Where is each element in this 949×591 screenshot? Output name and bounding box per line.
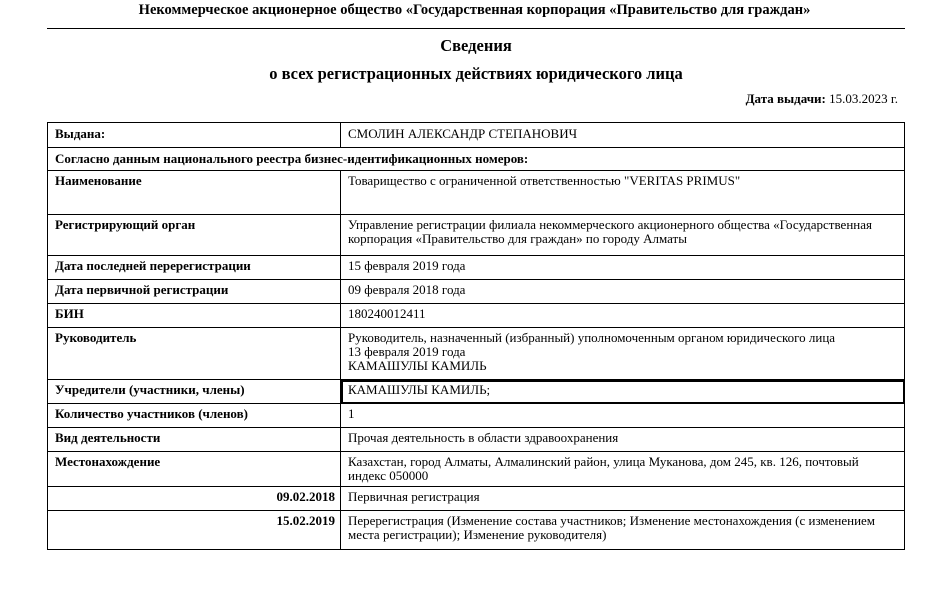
founders-value: КАМАШУЛЫ КАМИЛЬ; <box>341 380 905 404</box>
header-divider <box>47 28 905 29</box>
participants-count-value: 1 <box>341 404 905 428</box>
table-row <box>48 123 905 148</box>
table-row <box>48 215 905 256</box>
registration-info-table <box>47 122 905 550</box>
head-position: Руководитель, назначенный (избранный) уполномоченным органом юридического лица <box>348 330 836 345</box>
head-appointment-date: 13 февраля 2019 года <box>348 344 466 359</box>
table-row <box>48 328 905 380</box>
bin-value: 180240012411 <box>341 304 905 328</box>
document-title: Сведения <box>440 36 512 55</box>
participants-count-label: Количество участников (членов) <box>48 404 341 428</box>
organization-header: Некоммерческое акционерное общество «Государственная корпорация «Правительство для граждан» <box>138 2 811 18</box>
bin-label: БИН <box>48 304 341 328</box>
table-row <box>48 404 905 428</box>
head-label: Руководитель <box>48 328 341 380</box>
last-reregistration-value: 15 февраля 2019 года <box>341 256 905 280</box>
table-row <box>48 171 905 215</box>
table-row <box>48 280 905 304</box>
founders-label: Учредители (участники, члены) <box>48 380 341 404</box>
document-subtitle: о всех регистрационных действиях юридического лица <box>269 64 683 83</box>
last-reregistration-label: Дата последней перерегистрации <box>48 256 341 280</box>
name-value: Товарищество с ограниченной ответственностью "VERITAS PRIMUS" <box>341 171 905 215</box>
table-row <box>48 148 905 171</box>
table-row <box>48 380 905 404</box>
activity-label: Вид деятельности <box>48 428 341 452</box>
issued-to-label: Выдана: <box>48 123 341 148</box>
event-description: Первичная регистрация <box>341 487 905 511</box>
registering-body-value: Управление регистрации филиала некоммерческого акционерного общества «Государственная корпорация «Правительство для граждан» по городу Алматы <box>341 215 905 256</box>
name-label: Наименование <box>48 171 341 215</box>
table-row <box>48 428 905 452</box>
initial-registration-label: Дата первичной регистрации <box>48 280 341 304</box>
section-heading: Согласно данным национального реестра бизнес-идентификационных номеров: <box>48 148 905 171</box>
table-row <box>48 511 905 550</box>
initial-registration-value: 09 февраля 2018 года <box>341 280 905 304</box>
event-date: 15.02.2019 <box>48 511 341 550</box>
table-row <box>48 304 905 328</box>
table-row <box>48 487 905 511</box>
event-date: 09.02.2018 <box>48 487 341 511</box>
registering-body-label: Регистрирующий орган <box>48 215 341 256</box>
issue-date-value: 15.03.2023 г. <box>829 91 898 106</box>
issued-to-value: СМОЛИН АЛЕКСАНДР СТЕПАНОВИЧ <box>341 123 905 148</box>
issue-date-label: Дата выдачи: <box>745 91 826 106</box>
activity-value: Прочая деятельность в области здравоохранения <box>341 428 905 452</box>
location-value: Казахстан, город Алматы, Алмалинский район, улица Муканова, дом 245, кв. 126, почтовый индекс 050000 <box>341 452 905 487</box>
head-name: КАМАШУЛЫ КАМИЛЬ <box>348 358 487 373</box>
table-row <box>48 256 905 280</box>
table-row <box>48 452 905 487</box>
head-value <box>341 328 905 380</box>
issue-date <box>746 90 898 108</box>
location-label: Местонахождение <box>48 452 341 487</box>
event-description: Перерегистрация (Изменение состава участников; Изменение местонахождения (с изменением места регистрации); Изменение руководителя) <box>341 511 905 550</box>
